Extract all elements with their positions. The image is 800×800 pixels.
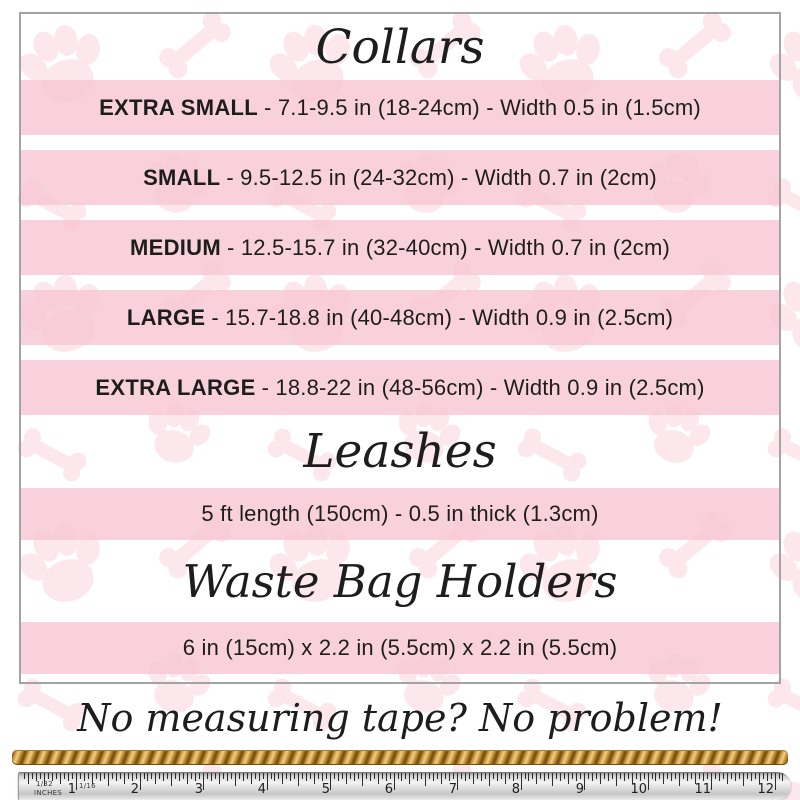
ruler-number: 8: [511, 782, 520, 797]
size-row-small: [21, 150, 779, 205]
size-detail: 5 ft length (150cm) - 0.5 in thick (1.3cm): [201, 501, 599, 526]
ruler-scale-label-1-32: 1/32: [36, 780, 53, 788]
size-detail: - 9.5-12.5 in (24-32cm) - Width 0.7 in (2cm): [226, 164, 657, 190]
size-detail: - 18.8-22 in (48-56cm) - Width 0.9 in (2.5cm): [261, 374, 705, 400]
ruler-number: 1: [67, 782, 76, 797]
size-row-waste-bag-holder: [21, 622, 779, 674]
size-label: EXTRA SMALL: [99, 94, 258, 120]
section-title-collars: Collars: [315, 19, 485, 75]
size-chart-panel: [19, 12, 781, 684]
size-row-leash: [21, 488, 779, 540]
ruler-number: 3: [194, 782, 203, 797]
size-row-extra-large: [21, 360, 779, 415]
size-label: MEDIUM: [129, 234, 221, 260]
size-row-extra-small: [21, 80, 779, 135]
ruler-number: 5: [321, 782, 330, 797]
ruler-number: 11: [694, 782, 711, 797]
ruler-number: 10: [630, 782, 647, 797]
tagline: No measuring tape? No problem!: [77, 696, 723, 740]
ruler-scale-label-1-16: 1/16: [79, 782, 96, 790]
size-detail: - 7.1-9.5 in (18-24cm) - Width 0.5 in (1.5cm): [264, 94, 701, 120]
ruler-number: 7: [448, 782, 457, 797]
size-row-medium: [21, 220, 779, 275]
size-label: SMALL: [143, 164, 221, 190]
ruler-unit-label: INCHES: [34, 789, 63, 797]
section-title-waste-bag-holders: Waste Bag Holders: [182, 554, 618, 608]
size-detail: - 15.7-18.8 in (40-48cm) - Width 0.9 in (2.5cm): [211, 304, 674, 330]
size-detail: - 12.5-15.7 in (32-40cm) - Width 0.7 in (2cm): [226, 234, 671, 260]
size-label: EXTRA LARGE: [95, 374, 256, 400]
size-detail: 6 in (15cm) x 2.2 in (5.5cm) x 2.2 in (5.5cm): [182, 635, 618, 660]
size-row-large: [21, 290, 779, 345]
inch-ruler: [18, 772, 791, 800]
ruler-number: 4: [257, 782, 266, 797]
size-label: LARGE: [126, 304, 206, 330]
section-title-leashes: Leashes: [303, 423, 497, 479]
ruler-number: 2: [130, 782, 139, 797]
ruler-number: 9: [575, 782, 584, 797]
ruler-number: 6: [384, 782, 393, 797]
rope-divider: [12, 750, 788, 765]
ruler-number: 12: [757, 782, 774, 797]
